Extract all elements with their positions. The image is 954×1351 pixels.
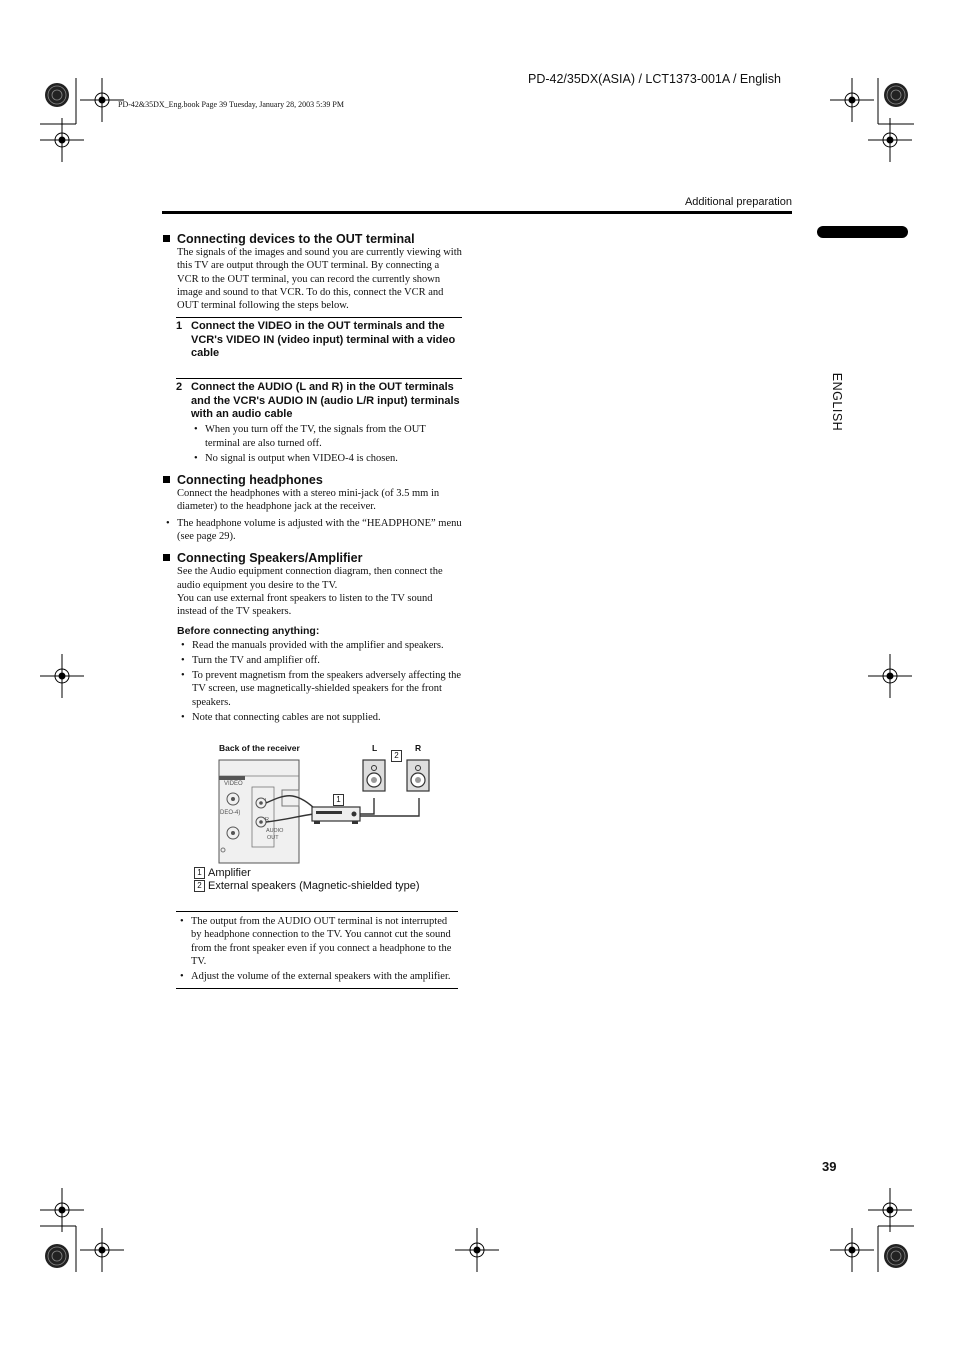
speakers-callout: 2 xyxy=(391,746,405,764)
diagram-artwork xyxy=(214,740,454,865)
list-item: • When you turn off the TV, the signals from the OUT terminal are also turned off. xyxy=(194,424,426,449)
notes-box xyxy=(176,911,458,989)
section-out-terminal xyxy=(162,232,462,465)
legend-item-amplifier: 1 Amplifier xyxy=(194,867,420,880)
back-of-receiver-label: Back of the receiver xyxy=(219,743,300,753)
list-item: • Adjust the volume of the external speakers with the amplifier. xyxy=(180,971,451,983)
section-label: Additional preparation xyxy=(684,196,792,208)
list-item: • No signal is output when VIDEO-4 is chosen. xyxy=(194,452,398,464)
before-connecting-list xyxy=(177,639,462,725)
section-intro: See the Audio equipment connection diagram, then connect the audio equipment you desire to the TV. xyxy=(177,566,443,591)
left-speaker-label: L xyxy=(372,743,378,753)
list-item: • The headphone volume is adjusted with the “HEADPHONE” menu (see page 29). xyxy=(166,517,462,543)
audio-l-jack-label: L xyxy=(265,798,269,804)
diagram-legend xyxy=(194,867,420,892)
step-1: 1 Connect the VIDEO in the OUT terminals and the VCR's VIDEO IN (video input) terminal with a video cable xyxy=(176,317,462,378)
section-speakers xyxy=(162,551,462,724)
section-intro: Connect the headphones with a stereo mini-jack (of 3.5 mm in diameter) to the headphone jack at the receiver. xyxy=(177,488,440,513)
page-number: 39 xyxy=(822,1159,837,1174)
right-speaker-label: R xyxy=(415,743,422,753)
audio-out-sublabel: OUT xyxy=(267,835,279,841)
connection-diagram xyxy=(214,740,454,865)
list-item: • Note that connecting cables are not supplied. xyxy=(181,712,381,724)
headphones-notes xyxy=(162,517,462,544)
main-column xyxy=(162,232,462,726)
top-rule xyxy=(162,211,792,214)
before-connecting-title: Before connecting anything: xyxy=(177,624,320,637)
step-2-notes xyxy=(190,423,462,465)
audio-r-jack-label: R xyxy=(265,817,269,823)
video-jack-label: VIDEO xyxy=(224,781,243,787)
section-headphones xyxy=(162,473,462,543)
audio-out-label: AUDIO xyxy=(266,828,284,834)
list-item: • To prevent magnetism from the speakers adversely affecting the TV screen, use magnetically-shielded speakers for the front speakers. xyxy=(181,670,462,708)
language-label: ENGLISH xyxy=(830,372,845,432)
document-id: PD-42/35DX(ASIA) / LCT1373-001A / English xyxy=(528,72,781,86)
notes-list xyxy=(176,915,458,983)
section-title: Connecting Speakers/Amplifier xyxy=(162,551,462,565)
language-tab xyxy=(817,226,908,238)
amplifier-callout: 1 xyxy=(333,790,347,808)
section-title: Connecting devices to the OUT terminal xyxy=(162,232,462,246)
list-item: • Turn the TV and amplifier off. xyxy=(181,654,320,666)
section-intro-2: You can use external front speakers to listen to the TV sound instead of the TV speakers. xyxy=(177,592,433,618)
step-2: 2 Connect the AUDIO (L and R) in the OUT terminals and the VCR's AUDIO IN (audio L/R input) terminals with an audio cable • When you turn off the TV, the signals from the OUT terminal are also turned off. • No signal is output when VIDEO-4 is chosen. xyxy=(176,378,462,465)
section-intro: The signals of the images and sound you are currently viewing with this TV are output through the OUT terminal. By connecting a VCR to the OUT terminal, you can record the currently shown image and sound to that VCR. To do this, connect the VCR and OUT terminal following the steps below. xyxy=(177,247,462,312)
list-item: • The output from the AUDIO OUT terminal is not interrupted by headphone connection to the TV. You cannot cut the sound from the front speaker even if you connect a headphone to the TV. xyxy=(180,916,452,967)
section-title: Connecting headphones xyxy=(162,473,462,487)
legend-item-speakers: 2 External speakers (Magnetic-shielded type) xyxy=(194,880,420,893)
book-file-line: PD-42&35DX_Eng.book Page 39 Tuesday, January 28, 2003 5:39 PM xyxy=(118,100,344,109)
list-item: • Read the manuals provided with the amplifier and speakers. xyxy=(181,639,444,651)
video-4-jack-label: DEO-4) xyxy=(220,810,241,816)
